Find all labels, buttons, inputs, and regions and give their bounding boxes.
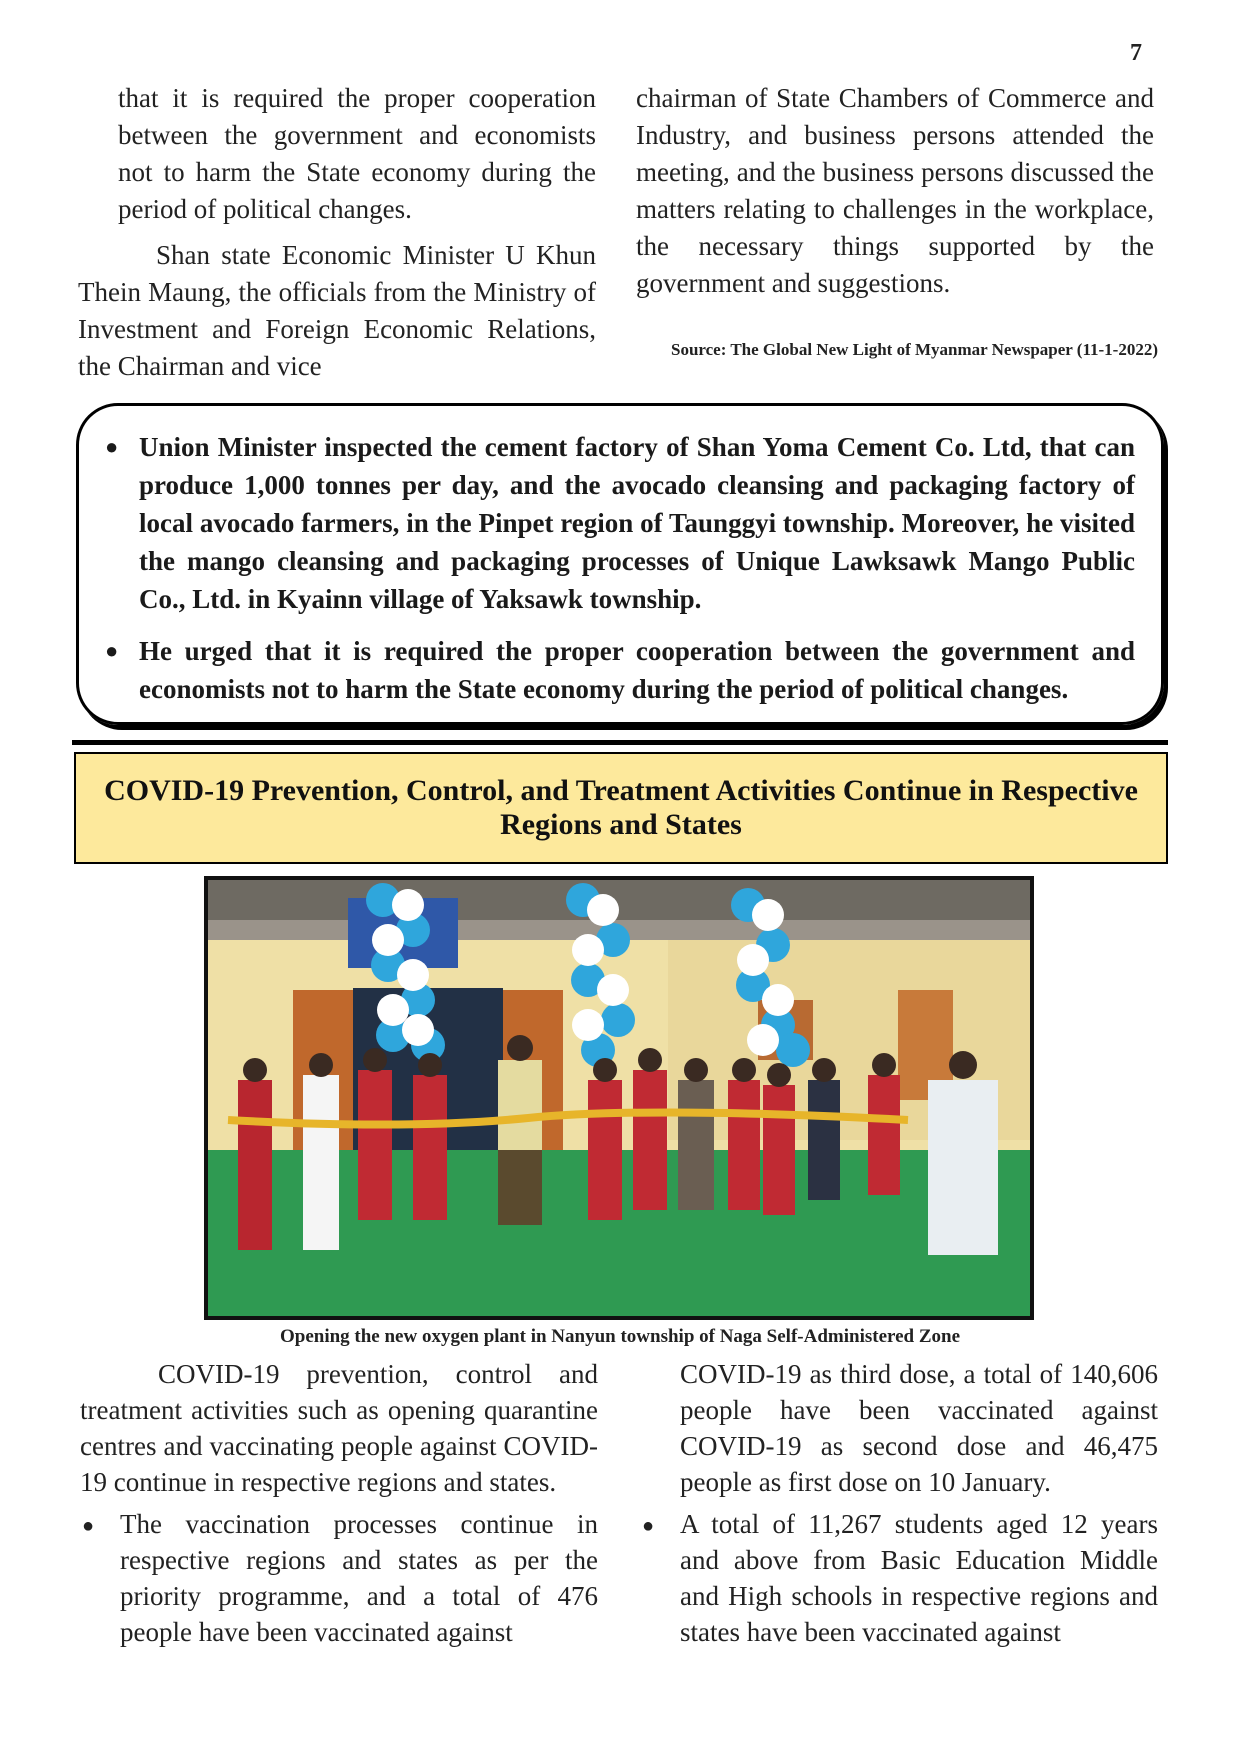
bottom-right-bullet-1 [640,1506,1158,1650]
top-left-paragraph-2: Shan state Economic Minister U Khun Thein Maung, the officials from the Ministry of Investment and Foreign Economic Relations, the Chairman and vice [78,240,596,381]
top-right-paragraph-1: chairman of State Chambers of Commerce and Industry, and business persons attended the meeting, and the business persons discussed the matters relating to challenges in the workplace, the necessary things supported by the government and suggestions. [636,83,1154,298]
highlight-bullet-1 [105,428,1135,618]
event-photo [204,876,1034,1320]
bottom-left-bullet-1-text: The vaccination processes continue in respective regions and states as per the priority programme, and a total of 476 people have been vaccinated against [120,1509,598,1647]
photo-caption: Opening the new oxygen plant in Nanyun township of Naga Self-Administered Zone [279,1326,961,1347]
top-left-paragraph-1: that it is required the proper cooperation between the government and economists not to harm the State economy during the period of political changes. [118,83,596,224]
top-left-column [78,80,596,385]
page-number: 7 [1130,40,1142,66]
source-citation: Source: The Global New Light of Myanmar Newspaper (11-1-2022) [670,340,1158,359]
bullet-icon: ● [105,434,119,459]
bullet-icon: ● [82,1515,95,1537]
highlight-bullet-2-text: He urged that it is required the proper cooperation between the government and economists not to harm the State economy during the period of political changes. [139,636,1135,704]
top-right-column [636,80,1154,302]
bottom-left-bullet-1 [80,1506,598,1650]
highlight-box [76,403,1164,725]
bullet-icon: ● [642,1515,655,1537]
ribbon-cutting-illustration [208,880,1030,1316]
bottom-right-bullet-1-text: A total of 11,267 students aged 12 years and above from Basic Education Middle and High schools in respective regions and states have been vaccinated against [680,1509,1158,1647]
section-divider [72,740,1168,745]
highlight-bullet-1-text: Union Minister inspected the cement factory of Shan Yoma Cement Co. Ltd, that can produce 1,000 tonnes per day, and the avocado cleansing and packaging factory of local avocado farmers, in the Pinpet region of Taunggyi township. Moreover, he visited the mango cleansing and packaging processes of Unique Lawksawk Mango Public Co., Ltd. in Kyainn village of Yaksawk township. [139,432,1135,614]
highlight-bullet-2 [105,632,1135,708]
bullet-icon: ● [105,638,119,663]
bottom-right-paragraph-1: COVID-19 as third dose, a total of 140,606 people have been vaccinated against COVID-19 as second dose and 46,475 people as first dose on 10 January. [680,1359,1158,1497]
bottom-left-paragraph-1: COVID-19 prevention, control and treatment activities such as opening quarantine centres and vaccinating people against COVID-19 continue in respective regions and states. [80,1359,598,1497]
bottom-right-column [640,1356,1158,1650]
bottom-left-column [80,1356,598,1650]
section-heading: COVID-19 Prevention, Control, and Treatment Activities Continue in Respective Regions and States [74,752,1168,864]
